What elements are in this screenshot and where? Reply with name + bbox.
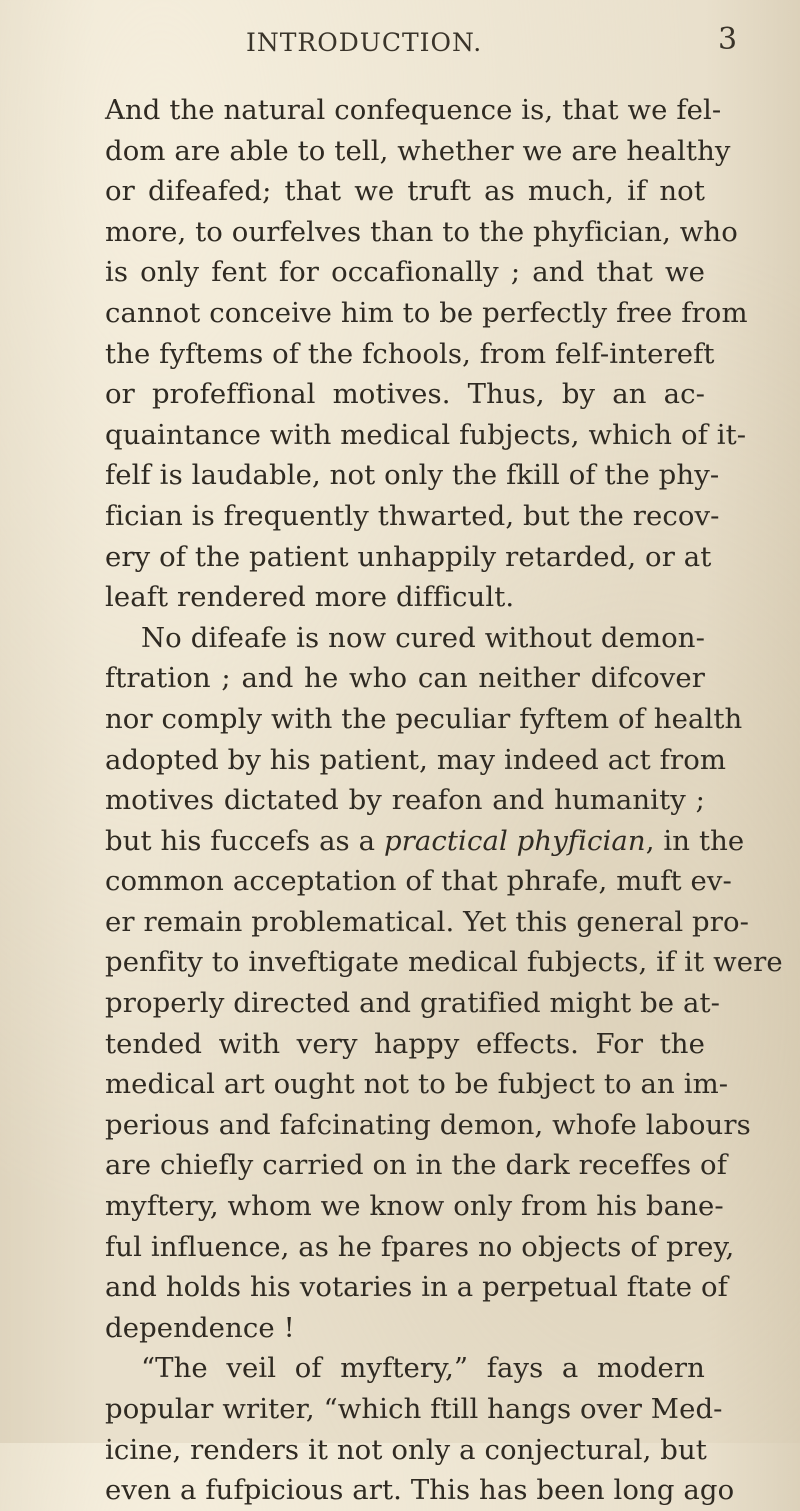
text-line: icine, renders it not only a conjectural, but [105, 1433, 707, 1466]
text-line: or difeafed; that we truft as much, if not [105, 175, 705, 208]
italic-phrase: practical phyfician [383, 824, 646, 857]
paragraph-end-line: leaft rendered more difficult. [105, 581, 515, 614]
text-line: common acceptation of that phrafe, muft ev- [105, 865, 732, 898]
text-line: even a fufpicious art. This has been long ago [105, 1474, 735, 1507]
text-line: felf is laudable, not only the fkill of the phy- [105, 459, 720, 492]
text-line: ery of the patient unhappily retarded, or at [105, 540, 712, 573]
text-line: the fyftems of the fchools, from felf-intereft [105, 337, 715, 370]
text-line: And the natural confequence is, that we fel- [105, 94, 722, 126]
text-line: penfity to inveftigate medical fubjects, if it were [105, 946, 783, 979]
text-line: but his fuccefs as a practical phyfician, in the [105, 824, 745, 857]
text-line: tended with very happy effects. For the [105, 1027, 705, 1060]
text-line: cannot conceive him to be perfectly free from [105, 296, 748, 329]
running-title: INTRODUCTION. [246, 28, 483, 57]
text-line: myftery, whom we know only from his bane- [105, 1190, 724, 1223]
paragraph-end-line: dependence ! [105, 1311, 295, 1344]
text-line: are chiefly carried on in the dark receffes of [105, 1149, 727, 1182]
text-line: quaintance with medical fubjects, which of it- [105, 418, 747, 451]
text-line: popular writer, “which ftill hangs over Med- [105, 1393, 723, 1425]
text-line: nor comply with the peculiar fyftem of health [105, 702, 743, 735]
text-line: ful influence, as he fpares no objects of prey, [105, 1230, 735, 1263]
text-line: perious and fafcinating demon, whofe labours [105, 1108, 751, 1141]
text-line: or profeffional motives. Thus, by an ac- [105, 378, 705, 411]
page-number: 3 [718, 22, 738, 57]
text-line: properly directed and gratified might be at- [105, 987, 721, 1020]
paragraph-start-line: No difeafe is now cured without demon- [141, 621, 705, 654]
text-line: more, to ourfelves than to the phyfician, who [105, 215, 738, 248]
text-line: medical art ought not to be fubject to an im- [105, 1068, 729, 1101]
text-line: adopted by his patient, may indeed act from [105, 743, 727, 776]
text-line: ftration ; and he who can neither difcover [105, 662, 705, 695]
running-head [0, 22, 800, 62]
text-line: dom are able to tell, whether we are healthy [105, 134, 731, 167]
text-line: is only fent for occafionally ; and that we [105, 256, 705, 289]
text-line: er remain problematical. Yet this general pro- [105, 905, 750, 938]
body-text [105, 90, 783, 1511]
text-line: and holds his votaries in a perpetual ftate of [105, 1271, 728, 1304]
text-line: fician is frequently thwarted, but the recov- [105, 499, 720, 532]
paragraph-start-line: “The veil of myftery,” fays a modern [141, 1352, 705, 1385]
text-line: motives dictated by reafon and humanity ; [105, 784, 705, 817]
